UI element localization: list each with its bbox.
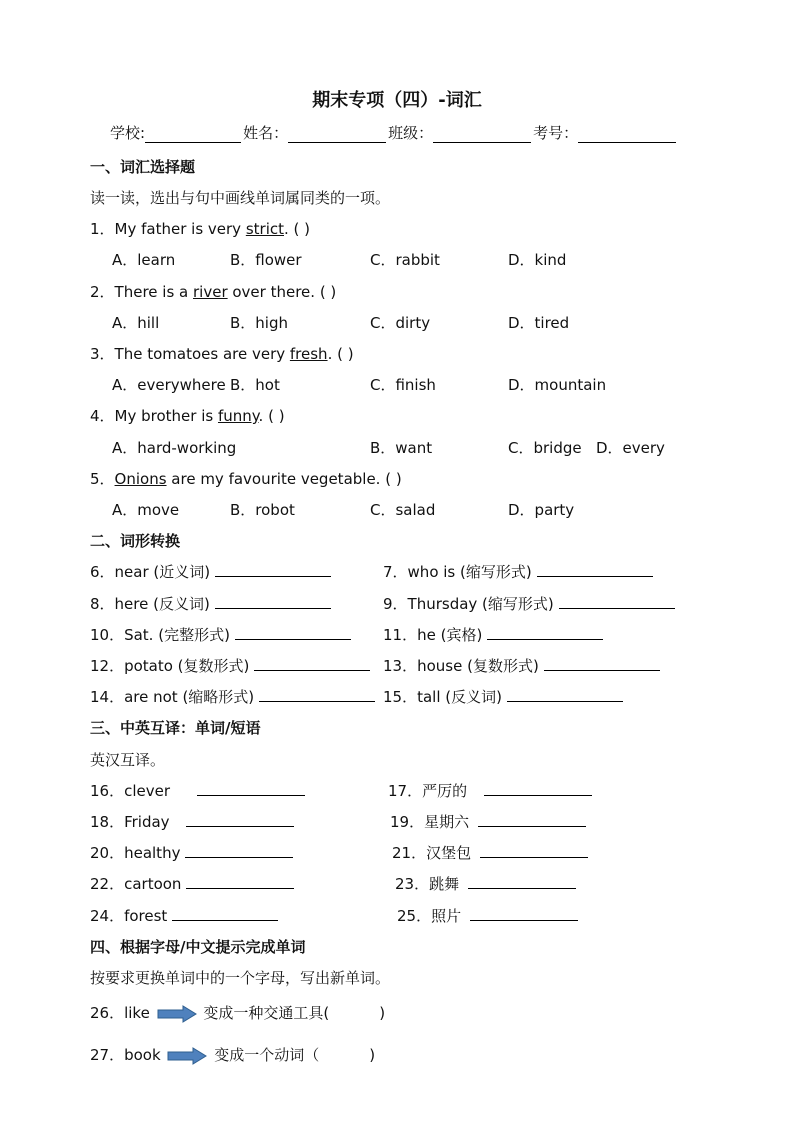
right-arrow-icon	[157, 1005, 197, 1023]
translation-item: 18．Friday	[90, 811, 294, 832]
option-1a[interactable]: A．learn	[112, 251, 176, 269]
answer-blank[interactable]	[172, 906, 278, 921]
answer-blank[interactable]	[507, 687, 623, 702]
answer-paren[interactable]: . ( )	[258, 407, 285, 425]
word-form-item: 9．Thursday (缩写形式)	[383, 593, 675, 614]
question-5: 5．Onions are my favourite vegetable. ( )	[90, 470, 402, 488]
answer-blank[interactable]	[484, 781, 592, 796]
exam-no-label: 考号：	[533, 124, 579, 142]
student-info-row	[110, 122, 710, 143]
answer-blank[interactable]	[215, 594, 331, 609]
option-5a[interactable]: A．move	[112, 501, 180, 519]
translation-item: 17．严厉的	[388, 780, 592, 801]
option-2c[interactable]: C．dirty	[370, 314, 431, 332]
option-1b[interactable]: B．flower	[230, 251, 302, 269]
answer-blank[interactable]	[487, 625, 603, 640]
section-4-heading: 四、根据字母/中文提示完成单词	[90, 938, 306, 956]
section-1-heading: 一、词汇选择题	[90, 158, 196, 176]
translation-item: 22．cartoon	[90, 873, 294, 894]
translation-item: 25．照片	[397, 905, 578, 926]
option-3a[interactable]: A．everywhere	[112, 376, 226, 394]
option-1d[interactable]: D．kind	[508, 251, 567, 269]
underlined-word: funny	[217, 407, 259, 425]
translation-item: 24．forest	[90, 905, 278, 926]
option-4c[interactable]: C．bridge	[508, 439, 582, 457]
word-form-item: 8．here (反义词)	[90, 593, 331, 614]
answer-blank[interactable]	[235, 625, 351, 640]
right-arrow-icon	[167, 1047, 207, 1065]
word-form-item: 10．Sat. (完整形式)	[90, 624, 351, 645]
option-3d[interactable]: D．mountain	[508, 376, 607, 394]
option-4d[interactable]: D．every	[596, 439, 665, 457]
letter-change-item-26: 26．like 变成一种交通工具( )	[90, 1004, 386, 1022]
section-2-heading: 二、词形转换	[90, 532, 181, 550]
word-form-item: 6．near (近义词)	[90, 561, 331, 582]
name-field[interactable]	[288, 126, 386, 143]
school-field[interactable]	[145, 126, 241, 143]
question-1: 1．My father is very strict. ( )	[90, 220, 311, 238]
answer-blank[interactable]	[259, 687, 375, 702]
translation-item: 16．clever	[90, 780, 305, 801]
answer-paren[interactable]: . ( )	[284, 220, 311, 238]
class-label: 班级：	[388, 124, 434, 142]
translation-item: 19．星期六	[390, 811, 586, 832]
underlined-word: strict	[245, 220, 284, 238]
underlined-word: river	[193, 283, 228, 301]
option-4b[interactable]: B．want	[370, 439, 433, 457]
answer-blank[interactable]	[537, 562, 653, 577]
option-3b[interactable]: B．hot	[230, 376, 280, 394]
word-form-item: 12．potato (复数形式)	[90, 655, 370, 676]
answer-blank[interactable]	[470, 906, 578, 921]
translation-item: 23．跳舞	[395, 873, 576, 894]
underlined-word: fresh	[289, 345, 328, 363]
translation-item: 21．汉堡包	[392, 842, 588, 863]
word-form-item: 14．are not (缩略形式)	[90, 686, 375, 707]
answer-blank[interactable]	[480, 843, 588, 858]
answer-paren[interactable]: over there. ( )	[227, 283, 337, 301]
answer-blank[interactable]	[254, 656, 370, 671]
answer-blank[interactable]	[559, 594, 675, 609]
option-3c[interactable]: C．finish	[370, 376, 436, 394]
answer-blank[interactable]	[478, 812, 586, 827]
section-1-instruction: 读一读，选出与句中画线单词属同类的一项。	[90, 189, 391, 207]
answer-blank[interactable]	[215, 562, 331, 577]
answer-blank[interactable]	[186, 812, 294, 827]
class-field[interactable]	[433, 126, 531, 143]
question-3: 3．The tomatoes are very fresh. ( )	[90, 345, 354, 363]
question-4: 4．My brother is funny. ( )	[90, 407, 285, 425]
word-form-item: 13．house (复数形式)	[383, 655, 660, 676]
option-1c[interactable]: C．rabbit	[370, 251, 440, 269]
answer-paren[interactable]: are my favourite vegetable. ( )	[166, 470, 402, 488]
answer-blank[interactable]	[544, 656, 660, 671]
answer-blank[interactable]	[185, 843, 293, 858]
exam-no-field[interactable]	[578, 126, 676, 143]
underlined-word: Onions	[114, 470, 167, 488]
name-label: 姓名：	[243, 124, 289, 142]
option-5c[interactable]: C．salad	[370, 501, 436, 519]
school-label: 学校:	[110, 124, 146, 142]
translation-item: 20．healthy	[90, 842, 293, 863]
answer-blank[interactable]	[197, 781, 305, 796]
option-2d[interactable]: D．tired	[508, 314, 570, 332]
option-5d[interactable]: D．party	[508, 501, 575, 519]
option-2a[interactable]: A．hill	[112, 314, 160, 332]
question-2: 2．There is a river over there. ( )	[90, 283, 337, 301]
section-3-instruction: 英汉互译。	[90, 751, 166, 769]
option-5b[interactable]: B．robot	[230, 501, 295, 519]
answer-blank[interactable]	[468, 874, 576, 889]
page-title: 期末专项（四）-词汇	[312, 90, 482, 111]
section-4-instruction: 按要求更换单词中的一个字母，写出新单词。	[90, 969, 391, 987]
word-form-item: 11．he (宾格)	[383, 624, 603, 645]
option-4a[interactable]: A．hard-working	[112, 439, 237, 457]
word-form-item: 7．who is (缩写形式)	[383, 561, 653, 582]
section-3-heading: 三、中英互译：单词/短语	[90, 719, 261, 737]
option-2b[interactable]: B．high	[230, 314, 288, 332]
answer-blank[interactable]	[186, 874, 294, 889]
word-form-item: 15．tall (反义词)	[383, 686, 623, 707]
answer-paren[interactable]: . ( )	[327, 345, 354, 363]
letter-change-item-27: 27．book 变成一个动词（ )	[90, 1046, 376, 1064]
